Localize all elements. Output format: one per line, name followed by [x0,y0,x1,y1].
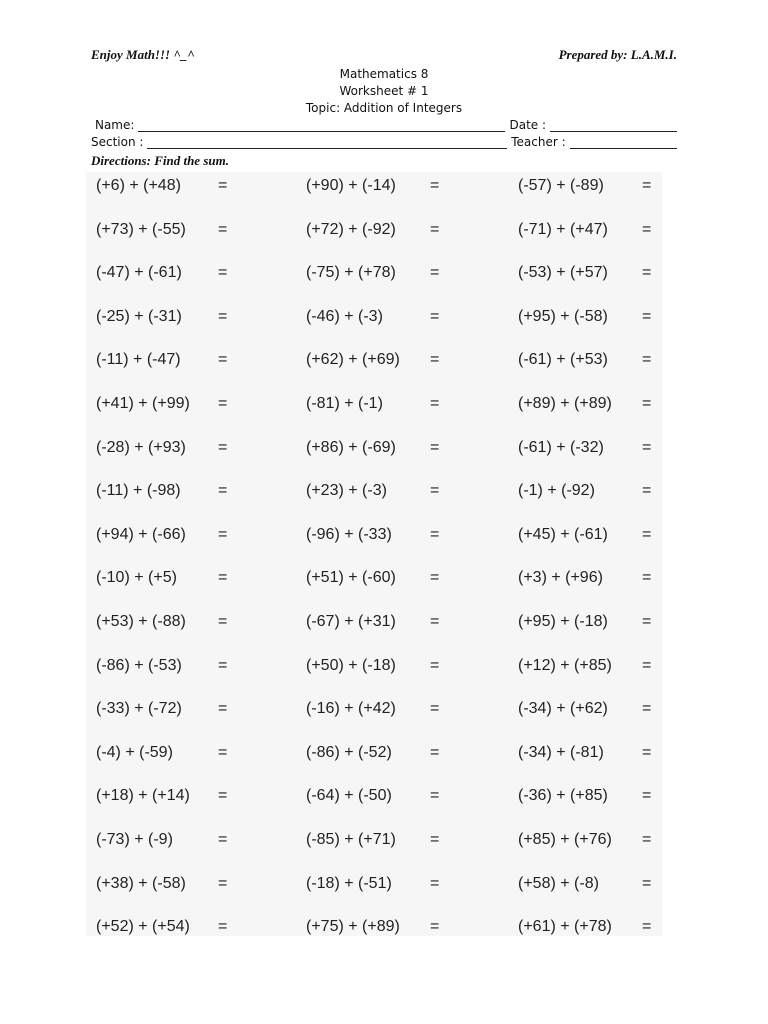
problem-expression: (+62) + (+69) [306,351,400,369]
problem-expression: (-71) + (+47) [518,220,608,238]
problem-expression: (+38) + (-58) [96,874,186,892]
equals-sign: = [642,831,652,848]
problem-expression: (-25) + (-31) [96,307,182,325]
equals-sign: = [430,525,440,543]
problem-expression: (-11) + (-98) [96,482,181,500]
problem-expression: (+73) + (-55) [96,220,186,238]
problem-expression: (+90) + (-14) [306,177,396,194]
teacher-field-line[interactable] [570,136,677,149]
equals-sign: = [430,743,440,761]
equals-sign: = [430,264,440,282]
equals-sign: = [642,177,652,194]
equals-sign: = [218,525,228,543]
equals-sign: = [218,177,228,194]
problem-expression: (-53) + (+57) [518,264,608,282]
problem-expression: (-47) + (-61) [96,264,182,282]
problem-expression: (-28) + (+93) [96,438,186,456]
equals-sign: = [218,264,228,282]
equals-sign: = [218,482,228,500]
equals-sign: = [642,700,652,718]
header-right-text: Prepared by: L.A.M.I. [558,47,677,62]
equals-sign: = [642,743,652,761]
problem-expression: (-73) + (-9) [96,831,173,848]
equals-sign: = [218,700,228,718]
problem-expression: (+18) + (+14) [96,787,190,805]
problem-expression: (-16) + (+42) [306,700,396,718]
equals-sign: = [430,438,440,456]
equals-sign: = [430,220,440,238]
problem-expression: (+95) + (-58) [518,307,608,325]
equals-sign: = [430,700,440,718]
equals-sign: = [218,613,228,630]
section-teacher-row [91,135,677,149]
equals-sign: = [218,787,228,805]
problem-expression: (+6) + (+48) [96,177,181,194]
problem-expression: (-34) + (-81) [518,743,604,761]
problem-expression: (+61) + (+78) [518,918,612,936]
problem-expression: (-75) + (+78) [306,264,396,282]
name-field-line[interactable] [138,119,505,132]
equals-sign: = [218,918,228,936]
equals-sign: = [642,525,652,543]
equals-sign: = [430,395,440,412]
problem-expression: (+51) + (-60) [306,569,396,587]
equals-sign: = [642,787,652,805]
problem-expression: (+45) + (-61) [518,525,608,543]
name-label: Name: [94,118,135,132]
equals-sign: = [218,307,228,325]
equals-sign: = [642,395,652,412]
directions-text: Directions: Find the sum. [91,153,229,168]
equals-sign: = [642,220,652,238]
problem-expression: (+3) + (+96) [518,569,603,587]
problem-expression: (-1) + (-92) [518,482,595,500]
worksheet-number: Worksheet # 1 [339,84,429,98]
name-date-row [91,118,677,132]
problem-expression: (+72) + (-92) [306,220,396,238]
problem-expression: (-67) + (+31) [306,613,396,630]
problem-expression: (-61) + (-32) [518,438,604,456]
equals-sign: = [430,613,440,630]
equals-sign: = [430,656,440,674]
topic-title: Topic: Addition of Integers [305,101,463,115]
problem-expression: (+53) + (-88) [96,613,186,630]
equals-sign: = [642,874,652,892]
header-left-text: Enjoy Math!!! ^_^ [91,47,195,62]
problem-grid [86,172,662,936]
problem-expression: (+95) + (-18) [518,613,608,630]
equals-sign: = [642,656,652,674]
problem-expression: (-81) + (-1) [306,395,383,412]
equals-sign: = [642,438,652,456]
equals-sign: = [642,918,652,936]
equals-sign: = [642,613,652,630]
date-field-line[interactable] [550,119,677,132]
problem-expression: (-4) + (-59) [96,743,173,761]
equals-sign: = [430,307,440,325]
problem-expression: (+41) + (+99) [96,395,190,412]
equals-sign: = [642,307,652,325]
problem-expression: (-18) + (-51) [306,874,392,892]
problem-expression: (-46) + (-3) [306,307,383,325]
equals-sign: = [218,438,228,456]
problem-expression: (-85) + (+71) [306,831,396,848]
problem-expression: (-11) + (-47) [96,351,181,369]
problem-expression: (+89) + (+89) [518,395,612,412]
section-field-line[interactable] [147,136,507,149]
problem-expression: (+86) + (-69) [306,438,396,456]
equals-sign: = [218,656,228,674]
date-label: Date : [509,118,547,132]
subject-title: Mathematics 8 [339,67,429,81]
equals-sign: = [642,351,652,369]
problem-expression: (+12) + (+85) [518,656,612,674]
equals-sign: = [218,874,228,892]
problem-expression: (+85) + (+76) [518,831,612,848]
equals-sign: = [642,482,652,500]
equals-sign: = [218,831,228,848]
problem-expression: (-57) + (-89) [518,177,604,194]
equals-sign: = [430,831,440,848]
equals-sign: = [218,743,228,761]
problem-expression: (+50) + (-18) [306,656,396,674]
equals-sign: = [218,220,228,238]
teacher-label: Teacher : [511,135,566,149]
equals-sign: = [642,264,652,282]
section-label: Section : [91,135,144,149]
problem-expression: (+52) + (+54) [96,918,190,936]
equals-sign: = [218,395,228,412]
problem-expression: (-36) + (+85) [518,787,608,805]
equals-sign: = [430,569,440,587]
problem-expression: (-86) + (-53) [96,656,182,674]
problem-expression: (-34) + (+62) [518,700,608,718]
equals-sign: = [430,874,440,892]
equals-sign: = [430,351,440,369]
equals-sign: = [430,918,440,936]
problem-expression: (-33) + (-72) [96,700,182,718]
problem-expression: (+23) + (-3) [306,482,387,500]
equals-sign: = [218,569,228,587]
problem-expression: (-61) + (+53) [518,351,608,369]
title-block [0,66,768,117]
equals-sign: = [430,787,440,805]
problem-expression: (+94) + (-66) [96,525,186,543]
problem-expression: (-96) + (-33) [306,525,392,543]
equals-sign: = [430,482,440,500]
equals-sign: = [218,351,228,369]
problem-expression: (-10) + (+5) [96,569,177,587]
problem-expression: (+58) + (-8) [518,874,599,892]
problem-expression: (-64) + (-50) [306,787,392,805]
equals-sign: = [430,177,440,194]
problem-expression: (+75) + (+89) [306,918,400,936]
equals-sign: = [642,569,652,587]
problem-expression: (-86) + (-52) [306,743,392,761]
